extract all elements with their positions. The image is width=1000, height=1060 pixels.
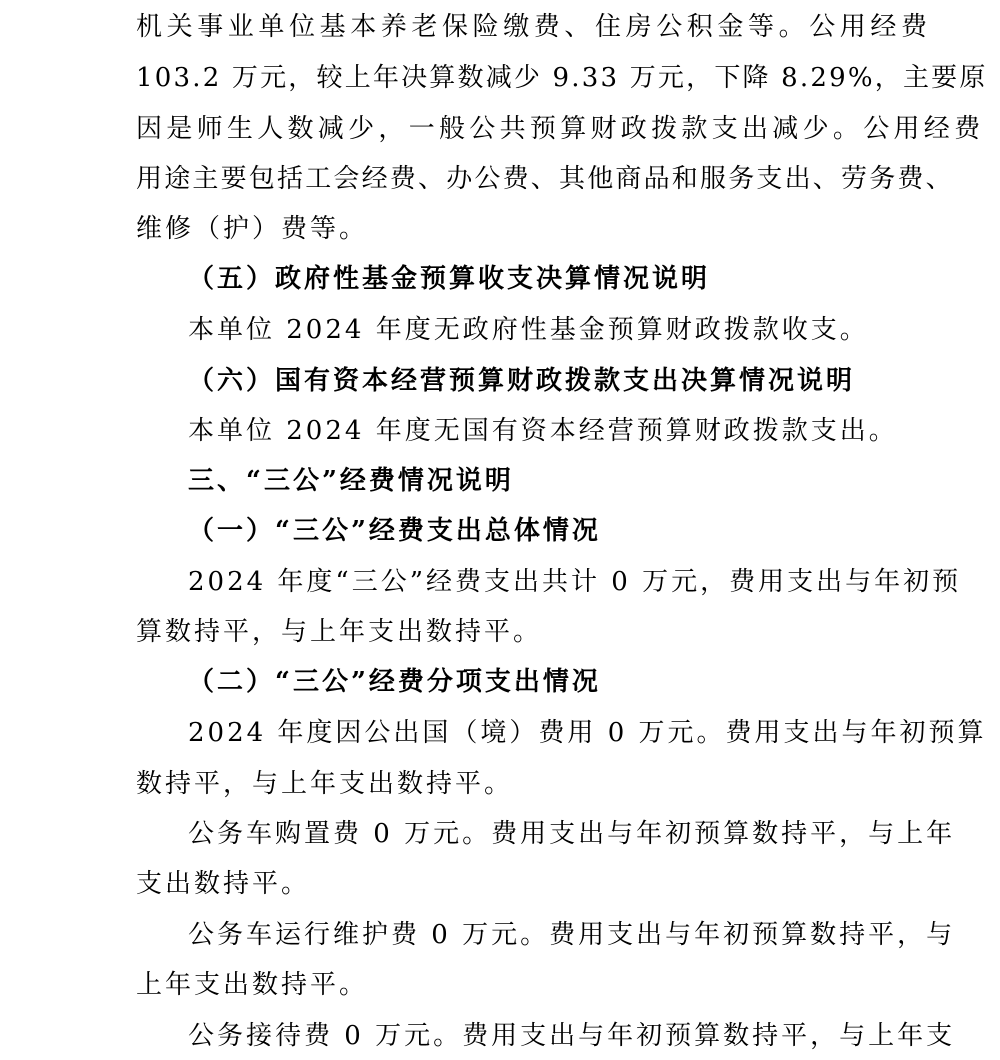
paragraph-line: 支出数持平。 — [136, 869, 311, 899]
paragraph-line: 2024 年度“三公”经费支出共计 0 万元，费用支出与年初预 — [188, 567, 962, 597]
paragraph-line: 本单位 2024 年度无政府性基金预算财政拨款收支。 — [188, 315, 869, 345]
paragraph-line: 本单位 2024 年度无国有资本经营预算财政拨款支出。 — [188, 416, 898, 446]
paragraph-line: 2024 年度因公出国（境）费用 0 万元。费用支出与年初预算 — [188, 718, 987, 748]
paragraph-line: 用途主要包括工会经费、办公费、其他商品和服务支出、劳务费、 — [136, 164, 954, 194]
section-heading: 三、“三公”经费情况说明 — [188, 466, 514, 496]
section-heading: （六）国有资本经营预算财政拨款支出决算情况说明 — [188, 366, 856, 396]
paragraph-line: 因是师生人数减少，一般公共预算财政拨款支出减少。公用经费 — [136, 114, 985, 144]
paragraph-line: 维修（护）费等。 — [136, 214, 369, 244]
section-heading: （一）“三公”经费支出总体情况 — [188, 516, 601, 546]
section-heading: （五）政府性基金预算收支决算情况说明 — [188, 264, 711, 294]
paragraph-line: 公务接待费 0 万元。费用支出与年初预算数持平，与上年支 — [188, 1021, 956, 1051]
section-heading: （二）“三公”经费分项支出情况 — [188, 667, 601, 697]
paragraph-line: 上年支出数持平。 — [136, 970, 369, 1000]
paragraph-line: 算数持平，与上年支出数持平。 — [136, 617, 543, 647]
paragraph-line: 公务车运行维护费 0 万元。费用支出与年初预算数持平，与 — [188, 920, 956, 950]
paragraph-line: 数持平，与上年支出数持平。 — [136, 769, 514, 799]
paragraph-line: 机关事业单位基本养老保险缴费、住房公积金等。公用经费 — [136, 12, 932, 42]
paragraph-line: 公务车购置费 0 万元。费用支出与年初预算数持平，与上年 — [188, 819, 956, 849]
paragraph-line: 103.2 万元，较上年决算数减少 9.33 万元，下降 8.29%，主要原 — [136, 63, 988, 93]
